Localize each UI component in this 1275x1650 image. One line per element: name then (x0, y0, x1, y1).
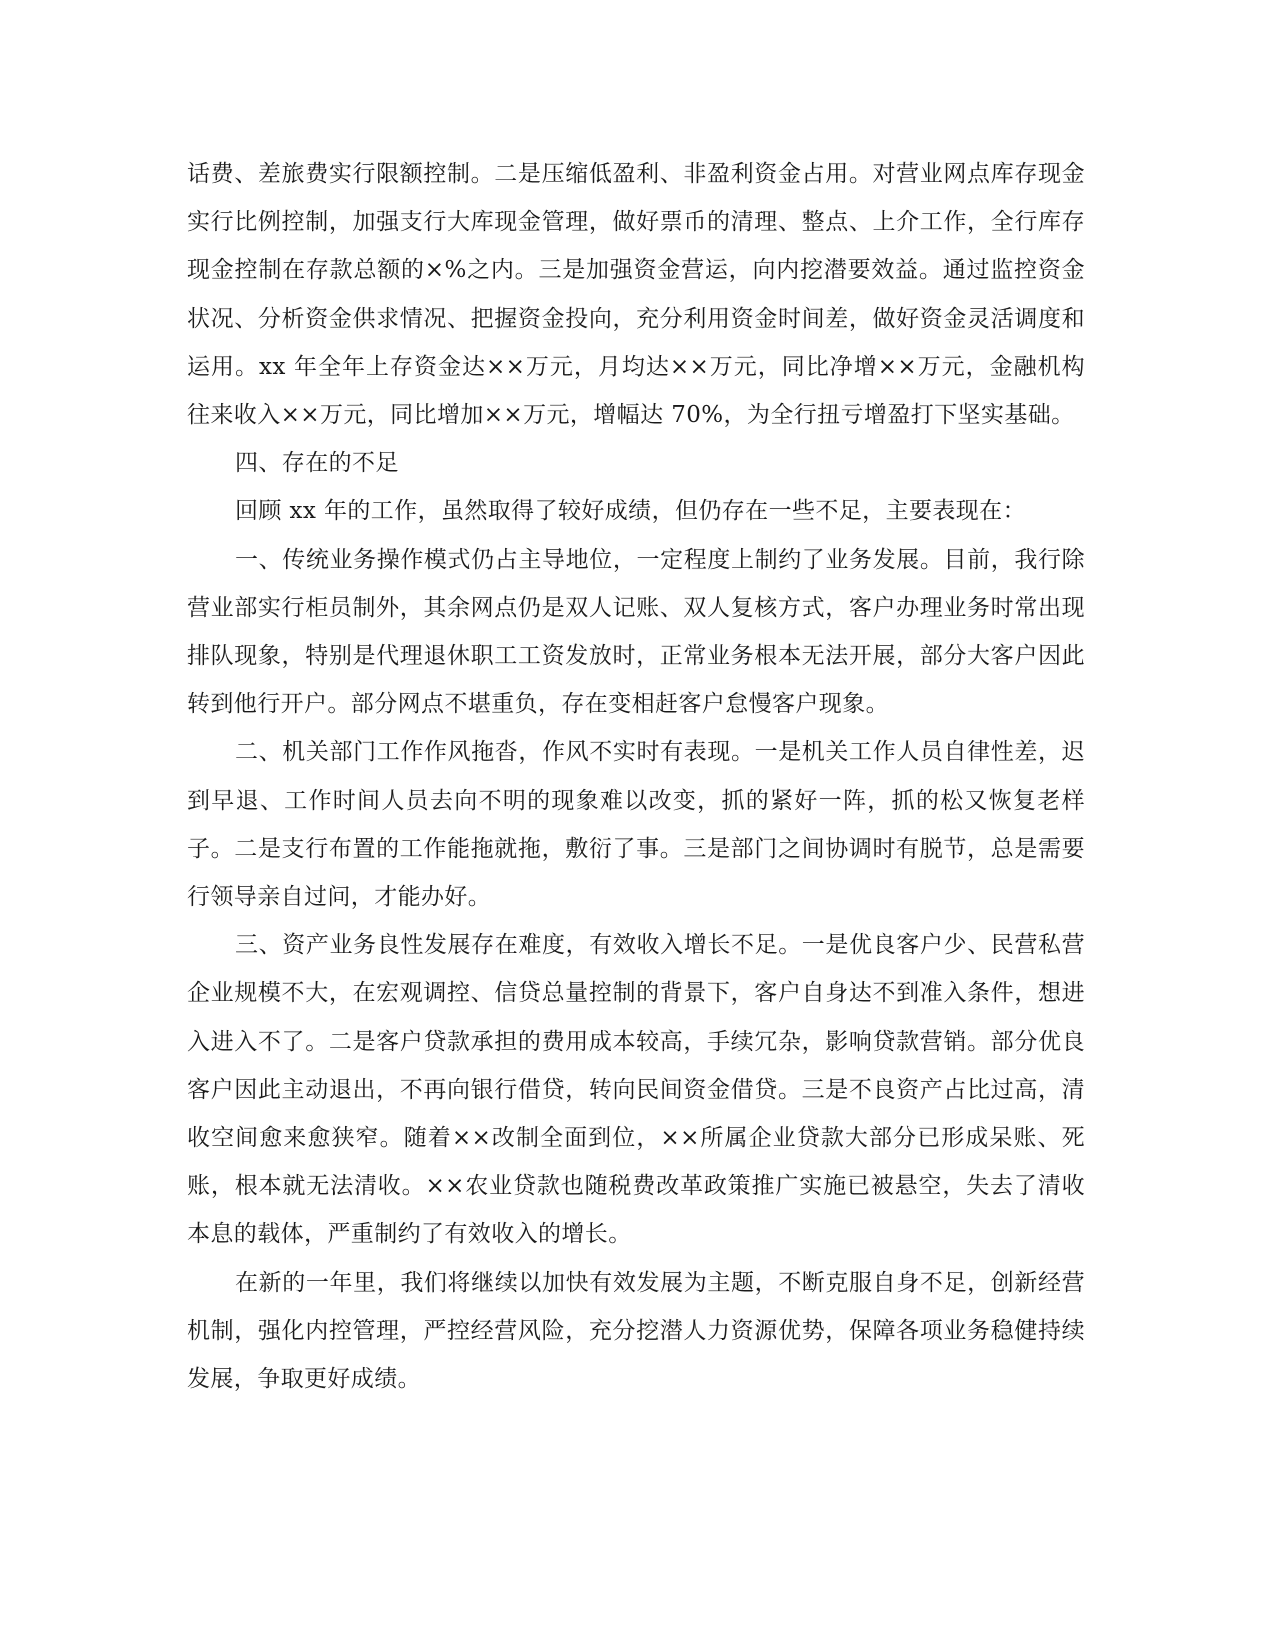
paragraph-work-style: 二、机关部门工作作风拖沓，作风不实时有表现。一是机关工作人员自律性差，迟到早退、工作时间人员去向不明的现象难以改变，抓的紧好一阵，抓的松又恢复老样子。二是支行布置的工作能拖就拖，敷衍了事。三是部门之间协调时有脱节，总是需要行领导亲自过问，才能办好。 (187, 739, 1085, 911)
paragraph-cost-control: 话费、差旅费实行限额控制。二是压缩低盈利、非盈利资金占用。对营业网点库存现金实行比例控制，加强支行大库现金管理，做好票币的清理、整点、上介工作，全行库存现金控制在存款总额的×%之内。三是加强资金营运，向内挖潜要效益。通过监控资金状况、分析资金供求情况、把握资金投向，充分利用资金时间差，做好资金灵活调度和运用。xx 年全年上存资金达××万元，月均达××万元，同比净增××万元，金融机构往来收入××万元，同比增加××万元，增幅达 70%，为全行扭亏增盈打下坚实基础。 (187, 161, 1085, 429)
paragraph-traditional-operations: 一、传统业务操作模式仍占主导地位，一定程度上制约了业务发展。目前，我行除营业部实行柜员制外，其余网点仍是双人记账、双人复核方式，客户办理业务时常出现排队现象，特别是代理退休职工工资发放时，正常业务根本无法开展，部分大客户因此转到他行开户。部分网点不堪重负，存在变相赶客户怠慢客户现象。 (187, 546, 1085, 718)
document-body (187, 150, 1085, 1403)
paragraph-asset-business: 三、资产业务良性发展存在难度，有效收入增长不足。一是优良客户少、民营私营企业规模不大，在宏观调控、信贷总量控制的背景下，客户自身达不到准入条件，想进入进入不了。二是客户贷款承担的费用成本较高，手续冗杂，影响贷款营销。部分优良客户因此主动退出，不再向银行借贷，转向民间资金借贷。三是不良资产占比过高，清收空间愈来愈狭窄。随着××改制全面到位，××所属企业贷款大部分已形成呆账、死账，根本就无法清收。××农业贷款也随税费改革政策推广实施已被悬空，失去了清收本息的载体，严重制约了有效收入的增长。 (187, 932, 1085, 1248)
paragraph-new-year-outlook: 在新的一年里，我们将继续以加快有效发展为主题，不断克服自身不足，创新经营机制，强化内控管理，严控经营风险，充分挖潜人力资源优势，保障各项业务稳健持续发展，争取更好成绩。 (187, 1269, 1085, 1393)
paragraph-review-intro: 回顾 xx 年的工作，虽然取得了较好成绩，但仍存在一些不足，主要表现在： (235, 498, 1026, 525)
section-heading-shortcomings: 四、存在的不足 (235, 450, 399, 477)
